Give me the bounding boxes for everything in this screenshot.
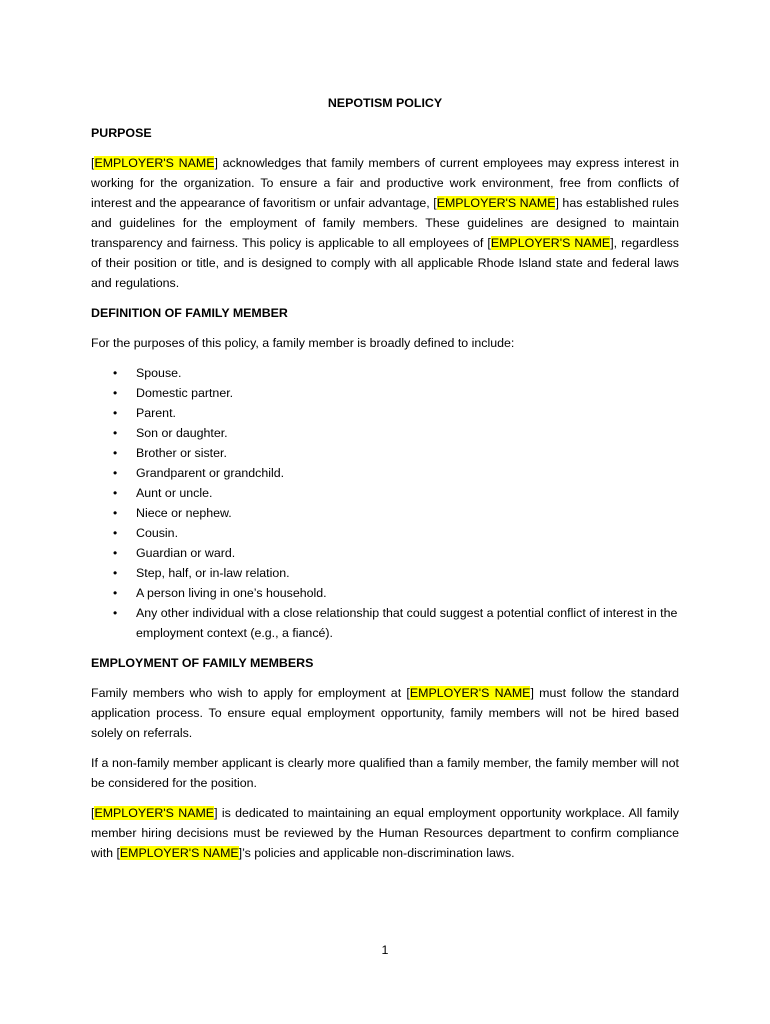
list-item-text: Spouse. <box>136 366 182 380</box>
definition-intro: For the purposes of this policy, a family member is broadly defined to include: <box>91 336 515 350</box>
list-item-text: Cousin. <box>136 526 179 540</box>
list-item-text: Brother or sister. <box>136 446 227 460</box>
purpose-paragraph: [EMPLOYER'S NAME] acknowledges that family members of current employees may express interest in working for the organization. To ensure a fair and productive work environment, free from conflicts of interest and the appearance of favoritism or unfair advantage, [EMPLOYER'S NAME] has established rules and guidelines for the employment of family members. These guidelines are designed to maintain transparency and fairness. This policy is applicable to all employees of [EMPLOYER'S NAME], regardless of their position or title, and is designed to comply with all applicable Rhode Island state and federal laws and regulations. <box>91 156 679 290</box>
list-item <box>91 523 679 543</box>
bullet-icon: • <box>113 366 118 380</box>
list-item <box>91 443 679 463</box>
list-item <box>91 363 679 383</box>
employment-text-4: ]’s policies and applicable non-discrimination laws. <box>238 846 515 860</box>
employer-name-placeholder: EMPLOYER'S NAME <box>94 806 215 820</box>
bullet-icon: • <box>113 486 118 500</box>
list-item-text: Aunt or uncle. <box>136 486 213 500</box>
employment-text-1: Family members who wish to apply for employment at [ <box>91 686 410 700</box>
list-item-text: Guardian or ward. <box>136 546 236 560</box>
employment-paragraph-3: [EMPLOYER'S NAME] is dedicated to maintaining an equal employment opportunity workplace. All family member hiring decisions must be reviewed by the Human Resources department to confirm compliance with [EMPLOYER'S NAME]’s policies and applicable non-discrimination laws. <box>91 806 679 860</box>
employment-text-2: ] must follow the standard application process. To ensure equal employment opportunity, family members will not be hired based solely on referrals. <box>91 686 680 740</box>
list-item <box>91 423 679 443</box>
list-item-text: Son or daughter. <box>136 426 228 440</box>
employer-name-placeholder: EMPLOYER'S NAME <box>119 846 239 860</box>
page-number: 1 <box>381 943 389 957</box>
purpose-text-2: ] has established rules and guidelines for the employment of family members. These guidelines are designed to maintain transparency and fairness. This policy is applicable to all employees of [ <box>91 196 679 250</box>
employer-name-placeholder: EMPLOYER'S NAME <box>490 236 611 250</box>
list-item <box>91 403 679 423</box>
list-item <box>91 543 679 563</box>
bullet-icon: • <box>113 526 118 540</box>
section-heading-purpose: PURPOSE <box>91 126 152 140</box>
employer-name-placeholder: EMPLOYER'S NAME <box>436 196 556 210</box>
bullet-icon: • <box>113 586 118 600</box>
list-item-text: Parent. <box>136 406 176 420</box>
purpose-text-1: ] acknowledges that family members of current employees may express interest in working for the organization. To ensure a fair and productive work environment, free from conflicts of interest and the appearance of favoritism or unfair advantage, [ <box>91 156 679 210</box>
employment-paragraph-2: If a non-family member applicant is clearly more qualified than a family member, the family member will not be considered for the position. <box>91 756 679 790</box>
list-item <box>91 383 679 403</box>
list-item-text: Step, half, or in-law relation. <box>136 566 290 580</box>
section-heading-employment: EMPLOYMENT OF FAMILY MEMBERS <box>91 656 314 670</box>
list-item-text: Any other individual with a close relationship that could suggest a potential conflict of interest in the employment context (e.g., a fiancé). <box>136 606 678 640</box>
list-item-text: Domestic partner. <box>136 386 234 400</box>
bullet-icon: • <box>113 566 118 580</box>
bullet-icon: • <box>113 606 118 620</box>
employment-text-3: ] is dedicated to maintaining an equal employment opportunity workplace. All family member hiring decisions must be reviewed by the Human Resources department to confirm compliance with [ <box>91 806 679 860</box>
bullet-icon: • <box>113 506 118 520</box>
employer-name-placeholder: EMPLOYER'S NAME <box>409 686 531 700</box>
employment-paragraph-1 <box>91 683 679 743</box>
list-item <box>91 463 679 483</box>
list-item-text: A person living in one’s household. <box>136 586 327 600</box>
document-body <box>91 93 679 863</box>
bullet-icon: • <box>113 466 118 480</box>
bullet-icon: • <box>113 546 118 560</box>
bullet-icon: • <box>113 426 118 440</box>
bullet-icon: • <box>113 446 118 460</box>
list-item <box>91 503 679 523</box>
list-item <box>91 583 679 603</box>
family-member-list <box>91 363 679 643</box>
list-item <box>91 483 679 503</box>
employer-name-placeholder: EMPLOYER'S NAME <box>94 156 215 170</box>
purpose-text-3: ], regardless of their position or title, and is designed to comply with all applicable Rhode Island state and federal laws and regulations. <box>91 236 679 290</box>
bullet-icon: • <box>113 406 118 420</box>
section-heading-definition: DEFINITION OF FAMILY MEMBER <box>91 306 288 320</box>
list-item-text: Niece or nephew. <box>136 506 232 520</box>
list-item <box>91 603 679 643</box>
list-item <box>91 563 679 583</box>
bullet-icon: • <box>113 386 118 400</box>
document-title: NEPOTISM POLICY <box>327 96 443 110</box>
list-item-text: Grandparent or grandchild. <box>136 466 285 480</box>
